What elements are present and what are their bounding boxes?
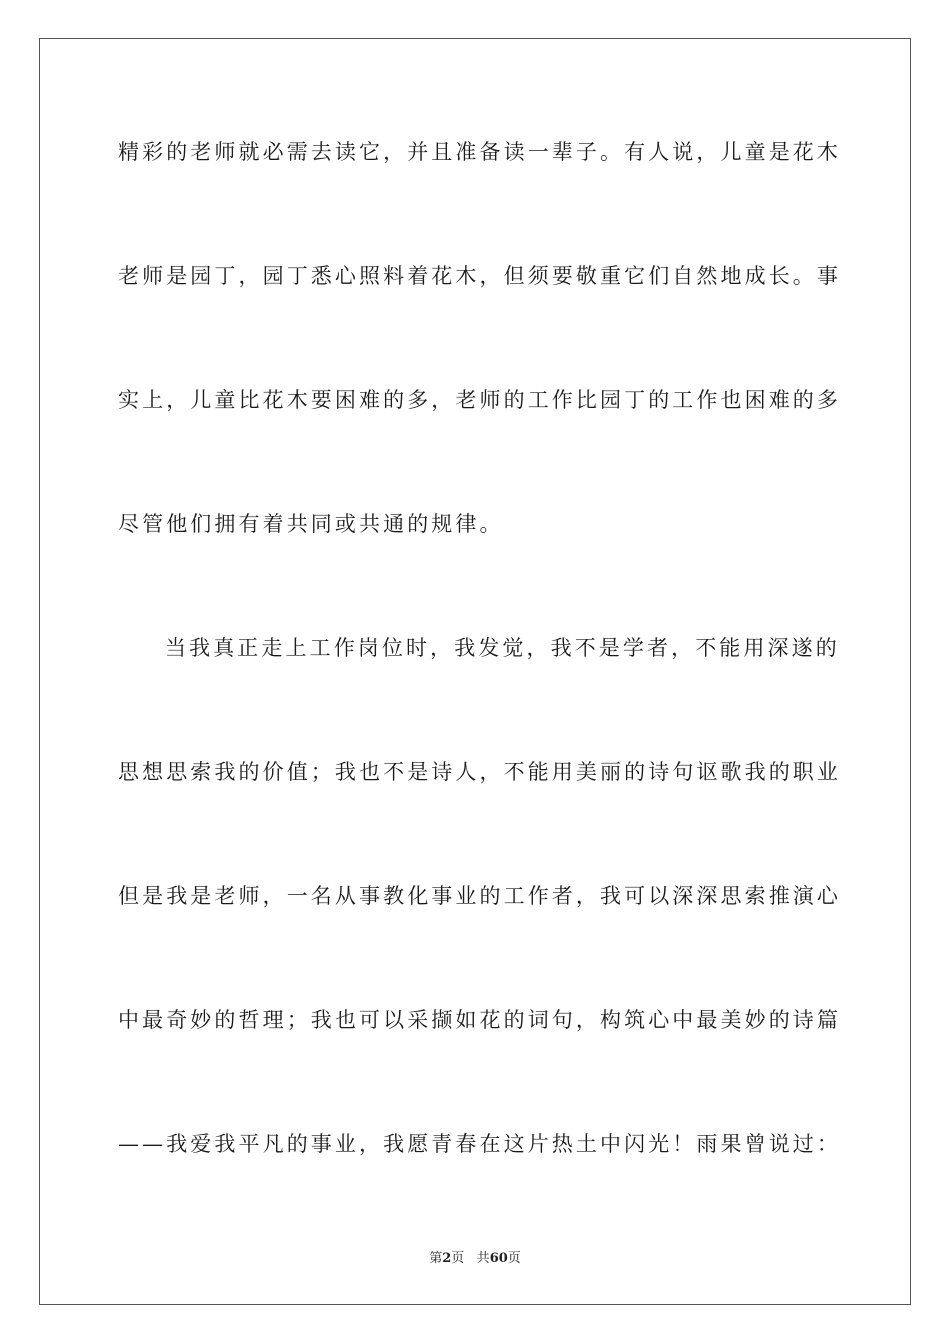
page-number: 2 (442, 1251, 452, 1266)
page-prefix: 第 (429, 1251, 443, 1266)
text-line-4: 尽管他们拥有着共同或共通的规律。 (118, 512, 504, 536)
page-footer (0, 1247, 950, 1266)
paragraph-start-line: 当我真正走上工作岗位时，我发觉，我不是学者，不能用深遂的 (165, 636, 840, 660)
total-suffix: 页 (507, 1251, 521, 1266)
page-suffix: 页 (451, 1251, 465, 1266)
text-line-7: 但是我是老师，一名从事教化事业的工作者，我可以深深思索推演心 (118, 884, 841, 908)
text-line-3: 实上，儿童比花木要困难的多，老师的工作比园丁的工作也困难的多 (118, 388, 841, 412)
text-line-2: 老师是园丁，园丁悉心照料着花木，但须要敬重它们自然地成长。事 (118, 264, 841, 288)
total-prefix: 共 (476, 1251, 490, 1266)
page-border (39, 38, 911, 1305)
total-pages: 60 (489, 1251, 508, 1266)
text-line-8: 中最奇妙的哲理；我也可以采撷如花的词句，构筑心中最美妙的诗篇 (118, 1008, 841, 1032)
text-line-1: 精彩的老师就必需去读它，并且准备读一辈子。有人说，儿童是花木 (118, 140, 841, 164)
text-line-9: ——我爱我平凡的事业，我愿青春在这片热土中闪光！雨果曾说过： (118, 1132, 841, 1156)
text-line-6: 思想思索我的价值；我也不是诗人，不能用美丽的诗句讴歌我的职业 (118, 760, 841, 784)
